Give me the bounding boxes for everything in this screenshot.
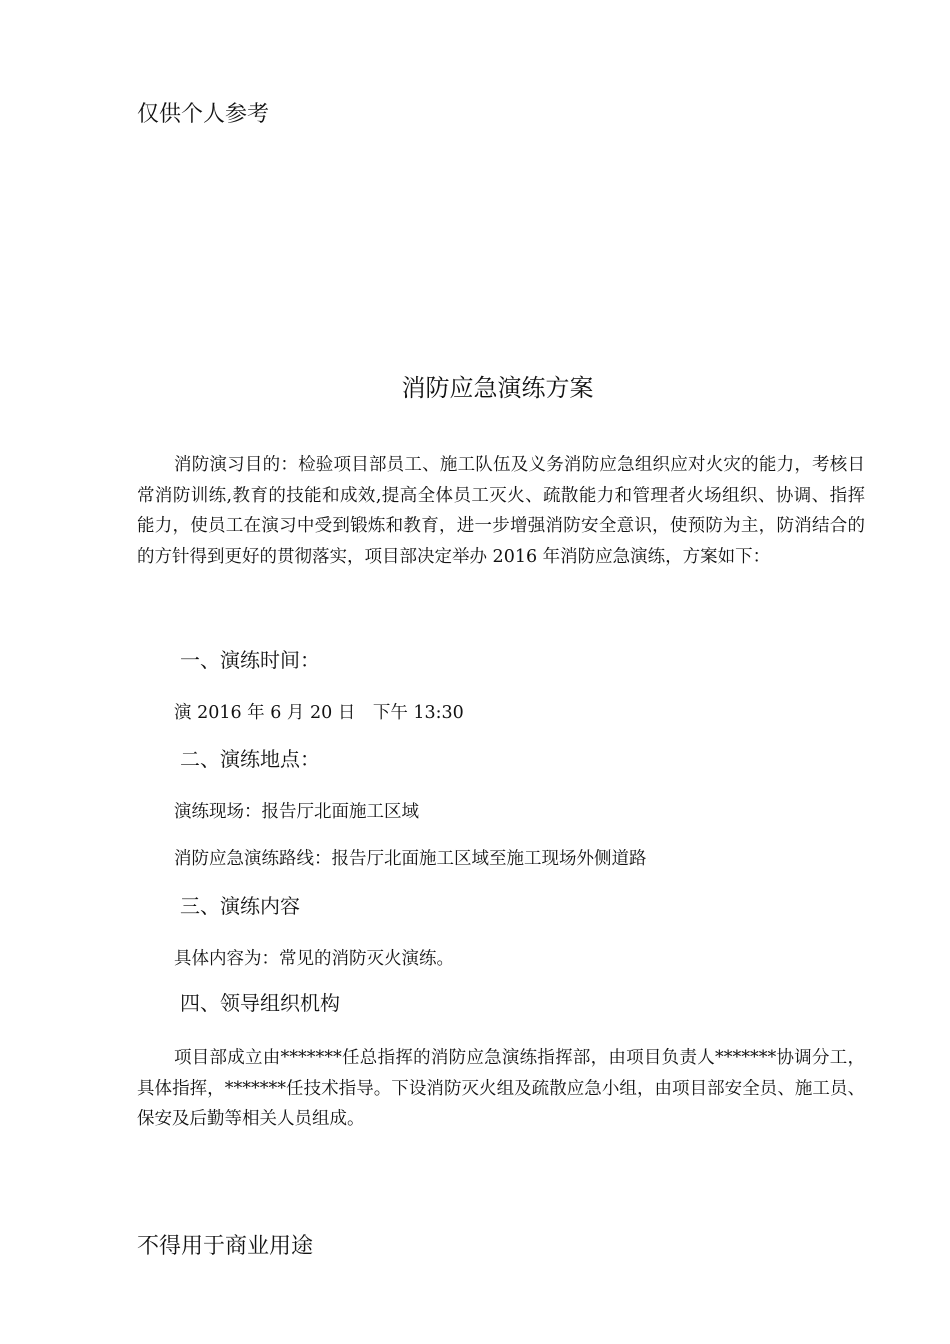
intro-paragraph: 消防演习目的：检验项目部员工、施工队伍及义务消防应急组织应对火灾的能力，考核日常消防训练,教育的技能和成效,提高全体员工灭火、疏散能力和管理者火场组织、协调、指挥能力，使员工在演习中受到锻炼和教育，进一步增强消防安全意识，使预防为主，防消结合的的方针得到更好的贯彻落实，项目部决定举办 2016 年消防应急演练，方案如下： [137, 455, 865, 567]
section-heading-time: 一、演练时间： [180, 648, 320, 672]
footer-note: 不得用于商业用途 [137, 1234, 314, 1259]
organization-paragraph: 项目部成立由*******任总指挥的消防应急演练指挥部，由项目负责人*******协调分工，具体指挥，*******任技术指导。下设消防灭火组及疏散应急小组，由项目部安全员、施工员、保安及后勤等相关人员组成。 [137, 1048, 865, 1129]
drill-content-line: 具体内容为：常见的消防灭火演练。 [174, 949, 454, 969]
drill-time-line: 演 2016 年 6 月 20 日 下午 13:30 [174, 703, 464, 723]
section-heading-place: 二、演练地点： [180, 747, 320, 771]
drill-site-line: 演练现场：报告厅北面施工区域 [174, 802, 419, 822]
section-heading-content: 三、演练内容 [180, 894, 300, 918]
section-heading-organization: 四、领导组织机构 [180, 991, 340, 1015]
drill-route-line: 消防应急演练路线：报告厅北面施工区域至施工现场外侧道路 [174, 849, 647, 869]
document-title: 消防应急演练方案 [401, 374, 594, 402]
header-note: 仅供个人参考 [137, 102, 270, 127]
